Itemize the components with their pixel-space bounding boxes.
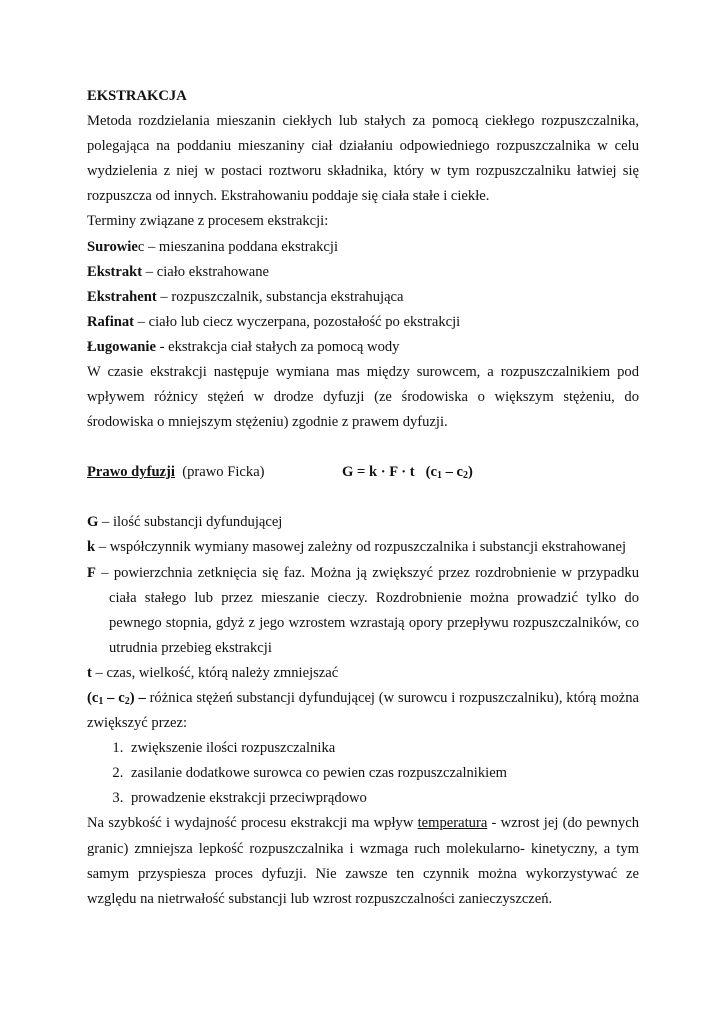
- law-note: (prawo Ficka): [174, 464, 265, 481]
- list-item: 3. prowadzenie ekstrakcji przeciwprądowo: [127, 786, 639, 811]
- terms-heading: Terminy związane z procesem ekstrakcji:: [87, 213, 329, 230]
- law-title: Prawo dyfuzji: [87, 464, 175, 481]
- definition-F: F – powierzchnia zetknięcia się faz. Można ją zwiększyć przez rozdrobnienie w przypadku ciała stałego lub przez mieszanie cieczy. Rozdrobnienie można prowadzić tylko do pewnego stopnia, gdyż z jego wzrostem wzrastają opory przepływu rozpuszczalników, co utrudnia przebieg ekstrakcji: [87, 564, 639, 656]
- definition-G: G – ilość substancji dyfundującej: [87, 514, 283, 531]
- law-formula: G = k · F · t $(c_1 - c_2)$: [342, 464, 473, 482]
- intro-paragraph: Metoda rozdzielania mieszanin ciekłych lub stałych za pomocą ciekłego rozpuszczalnika, polegająca na poddaniu mieszaniny ciał działaniu odpowiedniego rozpuszczalnika w celu wydzielenia z niej w postaci roztworu składnika, który w tym rozpuszczalniku łatwiej się rozpuszcza od innych. Ekstrahowaniu poddaje się ciała stałe i ciekłe.: [87, 113, 639, 205]
- term-item: Ekstrahent – rozpuszczalnik, substancja ekstrahująca: [87, 288, 404, 305]
- term-item: Rafinat – ciało lub ciecz wyczerpana, pozostałość po ekstrakcji: [87, 313, 461, 330]
- temperature-keyword: temperatura: [417, 815, 488, 832]
- term-item: Surowiec – mieszanina poddana ekstrakcji: [87, 238, 339, 255]
- ways-list: [87, 736, 639, 811]
- document-page: [87, 84, 639, 912]
- term-item: Ekstrakt – ciało ekstrahowane: [87, 263, 269, 280]
- list-item: 1. zwiększenie ilości rozpuszczalnika: [127, 736, 639, 761]
- definition-c: $(c_1 - c_2)$ – różnica stężeń substancji dyfundującej (w surowcu i rozpuszczalniku), którą można zwiększyć przez:: [87, 689, 639, 732]
- final-paragraph: Na szybkość i wydajność procesu ekstrakcji ma wpływ temperatura - wzrost jej (do pewnych granic) zmniejsza lepkość rozpuszczalnika i wzmaga ruch molekularno- kinetyczny, a tym samym przyspiesza proces dyfuzji. Nie zawsze ten czynnik można wykorzystywać ze względu na nietrwałość substancji lub wzrost rozpuszczalności zanieczyszczeń.: [87, 815, 639, 907]
- list-item: 2. zasilanie dodatkowe surowca co pewien czas rozpuszczalnikiem: [127, 761, 639, 786]
- term-item: Ługowanie - ekstrakcja ciał stałych za pomocą wody: [87, 338, 400, 355]
- diffusion-law-line: [87, 460, 639, 485]
- exchange-paragraph: W czasie ekstrakcji następuje wymiana mas między surowcem, a rozpuszczalnikiem pod wpływem różnicy stężeń w drodze dyfuzji (ze środowiska o większym stężeniu, do środowiska o mniejszym stężeniu) zgodnie z prawem dyfuzji.: [87, 364, 639, 431]
- definition-k: k – współczynnik wymiany masowej zależny od rozpuszczalnika i substancji ekstrahowanej: [87, 539, 627, 556]
- document-title: EKSTRAKCJA: [87, 88, 187, 104]
- definition-t: t – czas, wielkość, którą należy zmniejszać: [87, 664, 339, 681]
